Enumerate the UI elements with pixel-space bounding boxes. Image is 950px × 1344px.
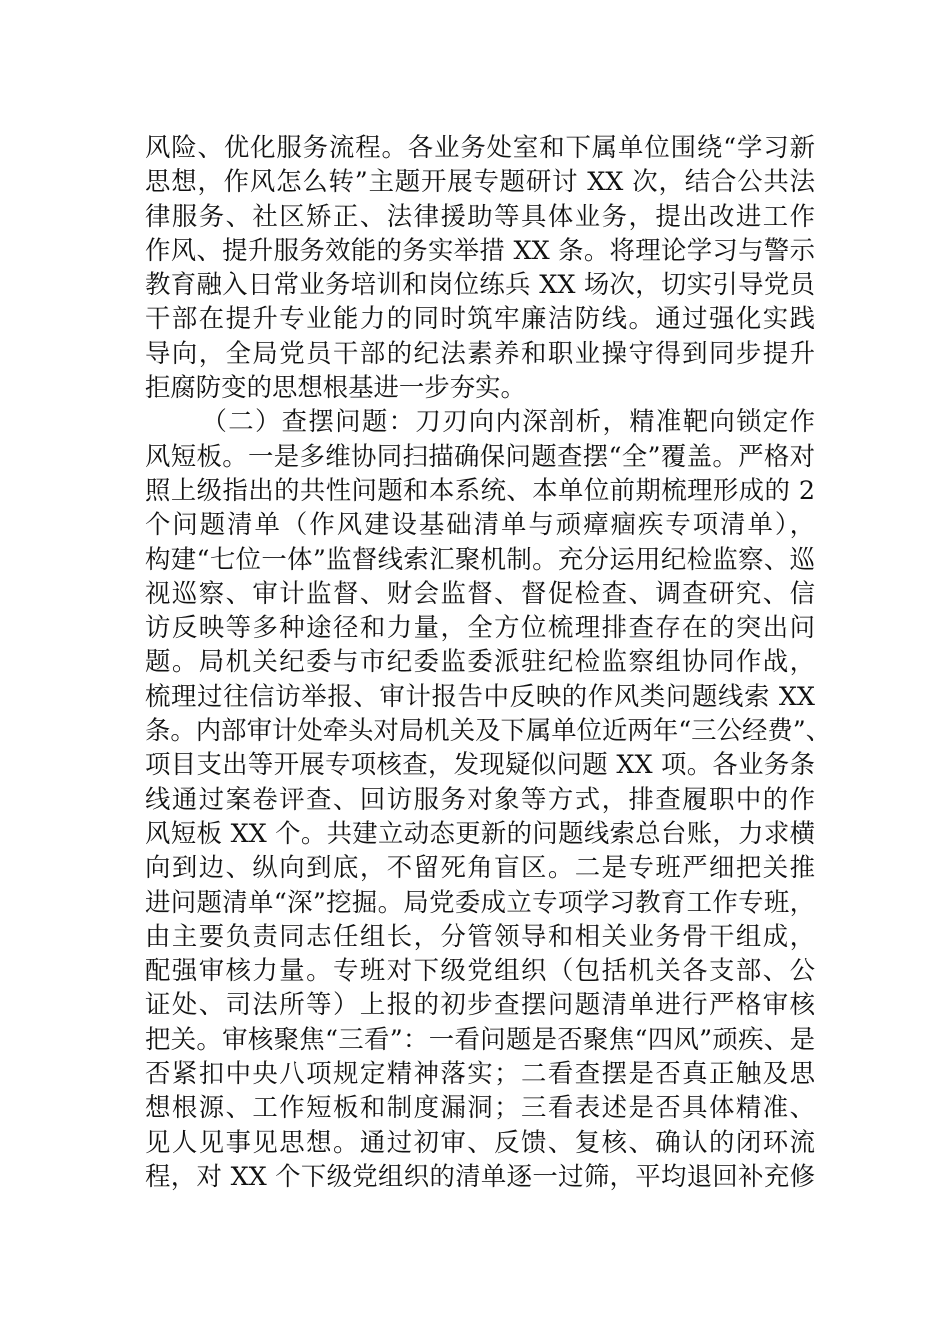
text-line: 教育融入日常业务培训和岗位练兵 XX 场次，切实引导党员 — [145, 269, 815, 300]
text-line: 题。局机关纪委与市纪委监委派驻纪检监察组协同作战， — [145, 646, 815, 677]
paragraph-1 — [145, 130, 815, 404]
text-line: 思想，作风怎么转”主题开展专题研讨 XX 次，结合公共法 — [145, 166, 815, 197]
text-line: 配强审核力量。专班对下级党组织（包括机关各支部、公 — [145, 955, 815, 986]
text-line: 干部在提升专业能力的同时筑牢廉洁防线。通过强化实践 — [145, 303, 815, 334]
text-line: 个问题清单（作风建设基础清单与顽瘴痼疾专项清单）， — [145, 509, 815, 540]
text-line: 律服务、社区矫正、法律援助等具体业务，提出改进工作 — [145, 200, 815, 231]
paragraph-2 — [145, 404, 832, 1193]
text-line: 条。内部审计处牵头对局机关及下属单位近两年“三公经费”、 — [145, 715, 832, 746]
text-line: 视巡察、审计监督、财会监督、督促检查、调查研究、信 — [145, 577, 815, 608]
text-line: 访反映等多种途径和力量，全方位梳理排查存在的突出问 — [145, 612, 815, 643]
section-heading-line: （二）查摆问题：刀刃向内深剖析，精准靶向锁定作 — [145, 406, 815, 437]
text-line: 进问题清单“深”挖掘。局党委成立专项学习教育工作专班， — [145, 886, 815, 917]
text-line: 见人见事见思想。通过初审、反馈、复核、确认的闭环流 — [145, 1126, 815, 1157]
text-line: 由主要负责同志任组长，分管领导和相关业务骨干组成， — [145, 920, 815, 951]
text-line: 程，对 XX 个下级党组织的清单逐一过筛，平均退回补充修 — [145, 1160, 815, 1191]
text-line: 线通过案卷评查、回访服务对象等方式，排查履职中的作 — [145, 783, 815, 814]
text-line: 梳理过往信访举报、审计报告中反映的作风类问题线索 XX — [145, 680, 815, 711]
text-line: 拒腐防变的思想根基进一步夯实。 — [145, 372, 526, 403]
text-line: 否紧扣中央八项规定精神落实；二看查摆是否真正触及思 — [145, 1058, 815, 1089]
text-line: 证处、司法所等）上报的初步查摆问题清单进行严格审核 — [145, 989, 815, 1020]
text-line: 风短板。一是多维协同扫描确保问题查摆“全”覆盖。严格对 — [145, 440, 815, 471]
text-line: 风险、优化服务流程。各业务处室和下属单位围绕“学习新 — [145, 132, 815, 162]
text-line: 向到边、纵向到底，不留死角盲区。二是专班严细把关推 — [145, 852, 815, 883]
document-body — [145, 130, 832, 1193]
text-line: 构建“七位一体”监督线索汇聚机制。充分运用纪检监察、巡 — [145, 543, 815, 574]
text-line: 项目支出等开展专项核查，发现疑似问题 XX 项。各业务条 — [145, 749, 815, 780]
text-line: 想根源、工作短板和制度漏洞；三看表述是否具体精准、 — [145, 1092, 815, 1123]
text-line: 风短板 XX 个。共建立动态更新的问题线索总台账，力求横 — [145, 817, 815, 848]
text-line: 作风、提升服务效能的务实举措 XX 条。将理论学习与警示 — [145, 234, 815, 265]
text-line: 照上级指出的共性问题和本系统、本单位前期梳理形成的 2 — [145, 474, 815, 505]
text-line: 导向，全局党员干部的纪法素养和职业操守得到同步提升 — [145, 337, 815, 368]
text-line: 把关。审核聚焦“三看”：一看问题是否聚焦“四风”顽疾、是 — [145, 1023, 815, 1054]
